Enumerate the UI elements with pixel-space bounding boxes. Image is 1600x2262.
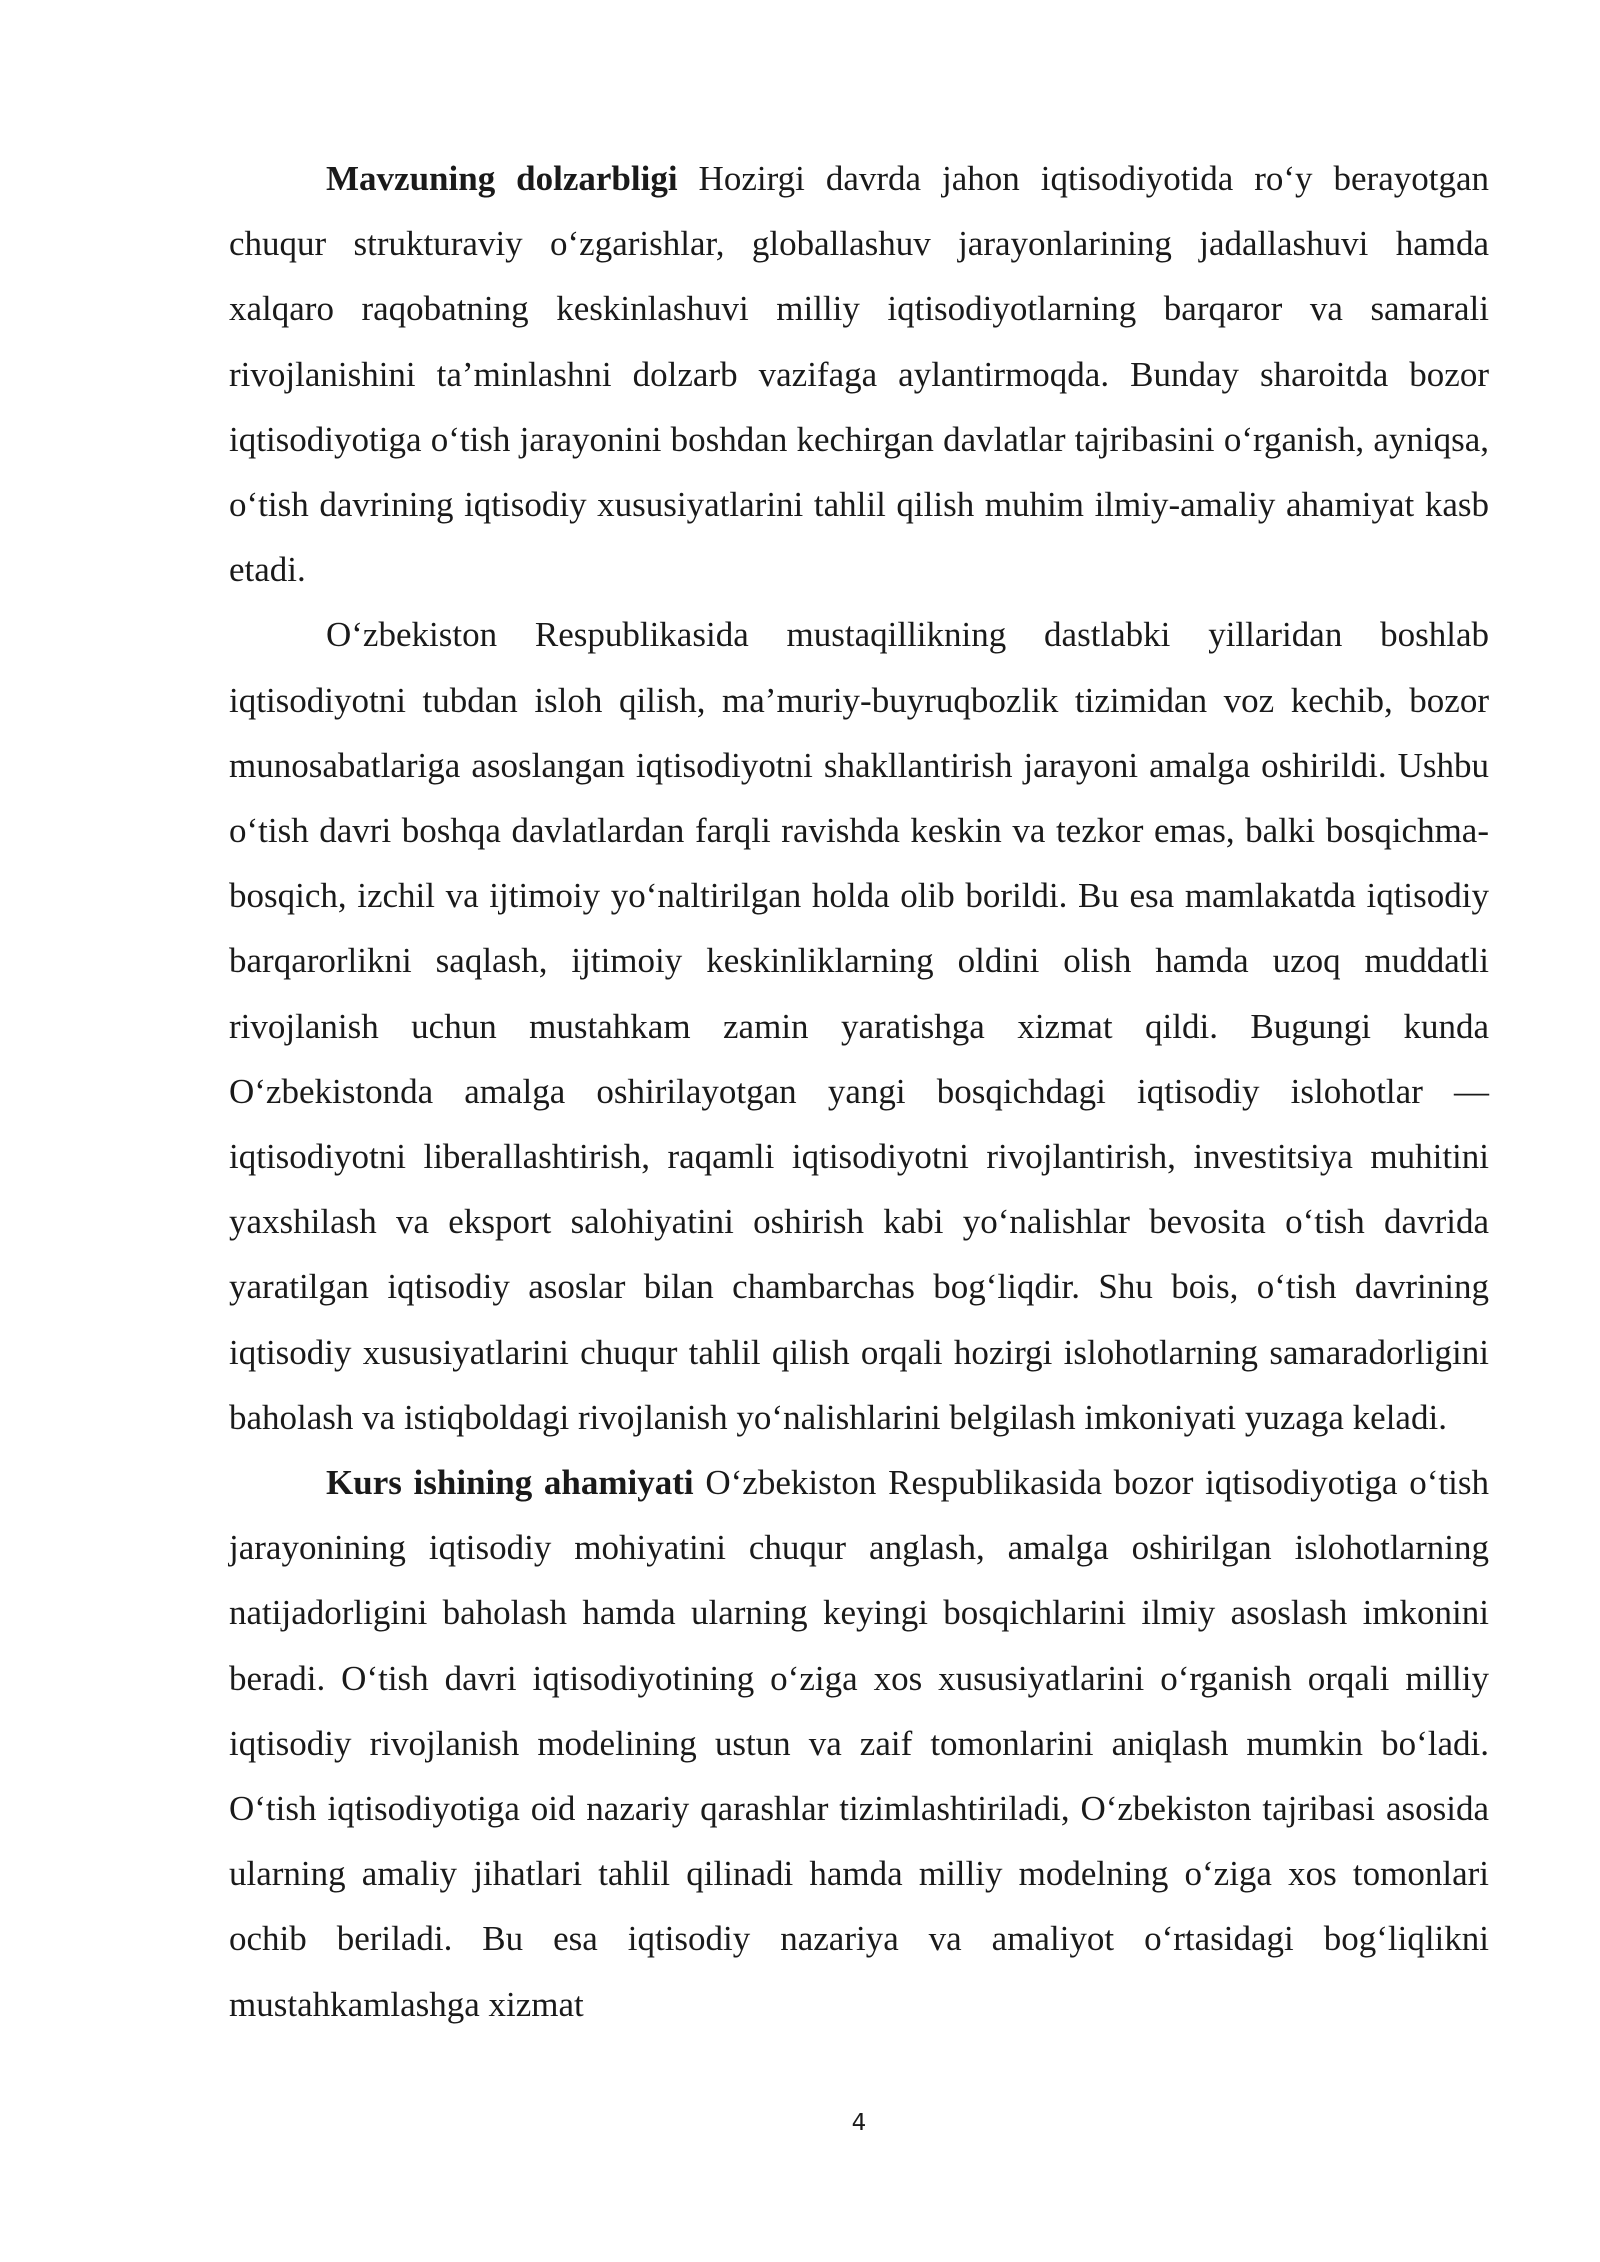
paragraph-heading: Mavzuning dolzarbligi bbox=[326, 159, 678, 198]
paragraph-relevance bbox=[229, 146, 1489, 602]
page-number: 4 bbox=[851, 2110, 867, 2136]
paragraph-text: O‘zbekiston Respublikasida mustaqillikning dastlabki yillaridan boshlab iqtisodiyotni tubdan isloh qilish, ma’muriy-buyruqbozlik tizimidan voz kechib, bozor munosabatlariga asoslangan iqtisodiyotni shakllantirish jarayoni amalga oshirildi. Ushbu o‘tish davri boshqa davlatlardan farqli ravishda keskin va tezkor emas, balki bosqichma-bosqich, izchil va ijtimoiy yo‘naltirilgan holda olib borildi. Bu esa mamlakatda iqtisodiy barqarorlikni saqlash, ijtimoiy keskinliklarning oldini olish hamda uzoq muddatli rivojlanish uchun mustahkam zamin yaratishga xizmat qildi. Bugungi kunda O‘zbekistonda amalga oshirilayotgan yangi bosqichdagi iqtisodiy islohotlar — iqtisodiyotni liberallashtirish, raqamli iqtisodiyotni rivojlantirish, investitsiya muhitini yaxshilash va eksport salohiyatini oshirish kabi yo‘nalishlar bevosita o‘tish davrida yaratilgan iqtisodiy asoslar bilan chambarchas bog‘liqdir. Shu bois, o‘tish davrining iqtisodiy xususiyatlarini chuqur tahlil qilish orqali hozirgi islohotlarning samaradorligini baholash va istiqboldagi rivojlanish yo‘nalishlarini belgilash imkoniyati yuzaga keladi. bbox=[229, 615, 1489, 1437]
document-body bbox=[229, 146, 1489, 2037]
paragraph-heading: Kurs ishining ahamiyati bbox=[326, 1463, 694, 1503]
paragraph-uzbekistan-transition bbox=[229, 602, 1489, 1450]
paragraph-text: Hozirgi davrda jahon iqtisodiyotida ro‘y berayotgan chuqur strukturaviy o‘zgarishlar, globallashuv jarayonlarining jadallashuvi hamda xalqaro raqobatning keskinlashuvi milliy iqtisodiyotlarning barqaror va samarali rivojlanishini ta’minlashni dolzarb vazifaga aylantirmoqda. Bunday sharoitda bozor iqtisodiyotiga o‘tish jarayonini boshdan kechirgan davlatlar tajribasini o‘rganish, ayniqsa, o‘tish davrining iqtisodiy xususiyatlarini tahlil qilish muhim ilmiy-amaliy ahamiyat kasb etadi. bbox=[229, 159, 1490, 590]
paragraph-text: O‘zbekiston Respublikasida bozor iqtisodiyotiga o‘tish jarayonining iqtisodiy mohiyatini chuqur anglash, amalga oshirilgan islohotlarning natijadorligini baholash hamda ularning keyingi bosqichlarini ilmiy asoslash imkonini beradi. O‘tish davri iqtisodiyotining o‘ziga xos xususiyatlarini o‘rganish orqali milliy iqtisodiy rivojlanish modelining ustun va zaif tomonlarini aniqlash mumkin bo‘ladi. O‘tish iqtisodiyotiga oid nazariy qarashlar tizimlashtiriladi, O‘zbekiston tajribasi asosida ularning amaliy jihatlari tahlil qilinadi hamda milliy modelning o‘ziga xos tomonlari ochib beriladi. Bu esa iqtisodiy nazariya va amaliyot o‘rtasidagi bog‘liqlikni mustahkamlashga xizmat bbox=[229, 1463, 1489, 2024]
paragraph-significance bbox=[229, 1450, 1489, 2037]
